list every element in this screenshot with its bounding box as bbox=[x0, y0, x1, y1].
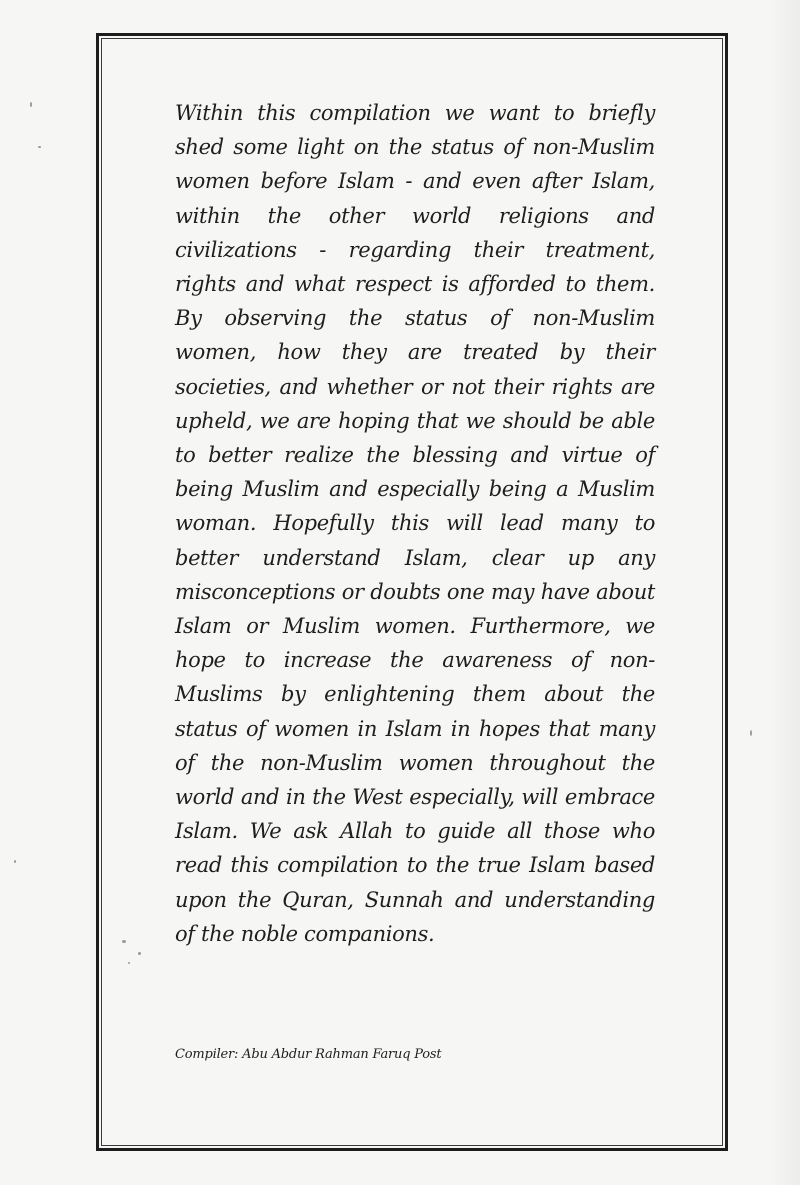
scan-speck bbox=[38, 146, 41, 148]
scan-speck bbox=[122, 940, 126, 943]
compiler-credit: Compiler: Abu Abdur Rahman Faruq Post bbox=[175, 1047, 442, 1062]
scan-speck bbox=[14, 860, 16, 863]
page-edge-shadow bbox=[770, 0, 800, 1185]
intro-paragraph: Within this compilation we want to briefly shed some light on the status of non-Muslim women before Islam - and even after Islam, within the other world religions and civilizations - regarding their treatment, rights and what respect is afforded to them. By observing the status of non-Muslim women, how they are treated by their societies, and whether or not their rights are upheld, we are hoping that we should be able to better realize the blessing and virtue of being Muslim and especially being a Muslim woman. Hopefully this will lead many to better understand Islam, clear up any misconceptions or doubts one may have about Islam or Muslim women. Furthermore, we hope to increase the awareness of non-Muslims by enlightening them about the status of women in Islam in hopes that many of the non-Muslim women throughout the world and in the West especially, will embrace Islam. We ask Allah to guide all those who read this compilation to the true Islam based upon the Quran, Sunnah and understanding of the noble companions. bbox=[175, 101, 655, 946]
scan-speck bbox=[30, 102, 32, 107]
scan-speck bbox=[128, 962, 130, 964]
scan-speck bbox=[750, 730, 752, 736]
scan-speck bbox=[138, 952, 141, 955]
